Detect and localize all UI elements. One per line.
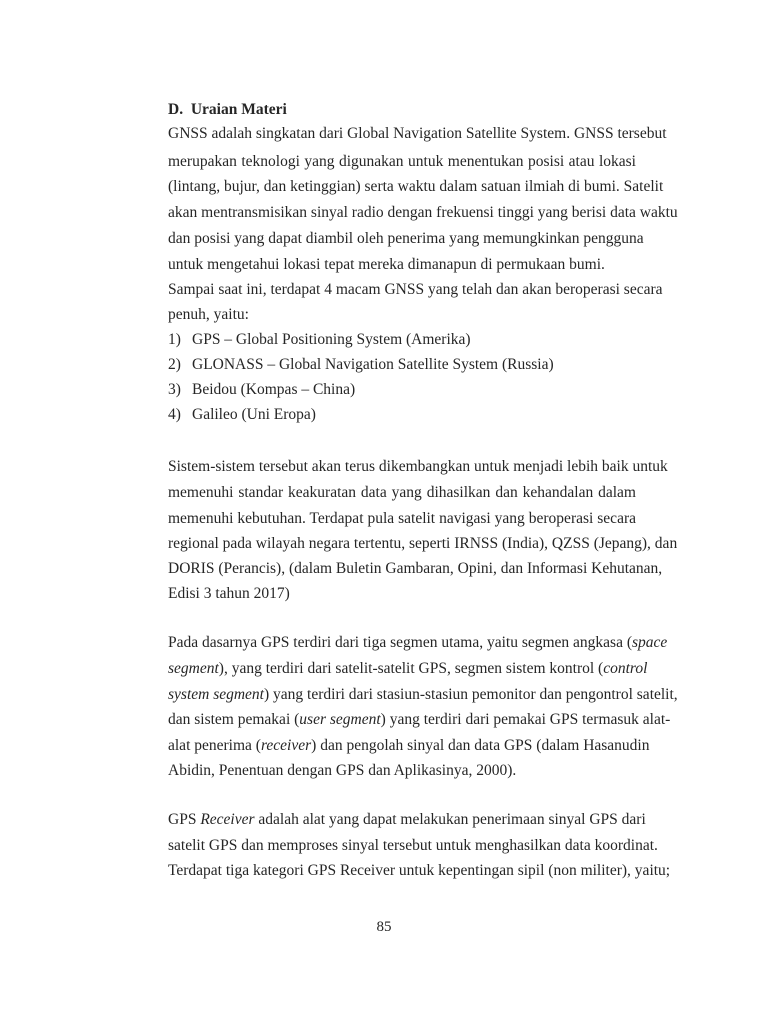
paragraph-line: Sistem-sistem tersebut akan terus dikembangkan untuk menjadi lebih baik untuk xyxy=(168,458,668,475)
paragraph-line: satelit GPS dan memproses sinyal tersebut untuk menghasilkan data koordinat. xyxy=(168,837,658,854)
paragraph-line: Terdapat tiga kategori GPS Receiver untuk kepentingan sipil (non militer), yaitu; xyxy=(168,862,671,879)
paragraph-line: (lintang, bujur, dan ketinggian) serta waktu dalam satuan ilmiah di bumi. Satelit xyxy=(168,178,664,195)
paragraph-line: alat penerima (receiver) dan pengolah sinyal dan data GPS (dalam Hasanudin xyxy=(168,737,650,754)
paragraph-line: untuk mengetahui lokasi tepat mereka dimanapun di permukaan bumi. xyxy=(168,256,605,273)
paragraph-line: Sampai saat ini, terdapat 4 macam GNSS yang telah dan akan beroperasi secara xyxy=(168,281,663,298)
list-item: 2) GLONASS – Global Navigation Satellite System (Russia) xyxy=(168,356,554,373)
paragraph-line: memenuhi kebutuhan. Terdapat pula satelit navigasi yang beroperasi secara xyxy=(168,510,636,527)
paragraph-line: GPS Receiver adalah alat yang dapat melakukan penerimaan sinyal GPS dari xyxy=(168,811,646,828)
paragraph-line: merupakan teknologi yang digunakan untuk menentukan posisi atau lokasi xyxy=(168,153,636,170)
paragraph-line: Edisi 3 tahun 2017) xyxy=(168,585,290,602)
paragraph-line: penuh, yaitu: xyxy=(168,306,249,323)
paragraph-line: dan posisi yang dapat diambil oleh penerima yang memungkinkan pengguna xyxy=(168,230,644,247)
paragraph-line: system segment) yang terdiri dari stasiun-stasiun pemonitor dan pengontrol satelit, xyxy=(168,686,678,703)
paragraph-line: segment), yang terdiri dari satelit-satelit GPS, segmen sistem kontrol (control xyxy=(168,660,648,677)
paragraph-line: regional pada wilayah negara tertentu, seperti IRNSS (India), QZSS (Jepang), dan xyxy=(168,535,678,552)
paragraph-line: DORIS (Perancis), (dalam Buletin Gambaran, Opini, dan Informasi Kehutanan, xyxy=(168,560,663,577)
paragraph-line: GNSS adalah singkatan dari Global Navigation Satellite System. GNSS tersebut xyxy=(168,125,667,142)
paragraph-line: dan sistem pemakai (user segment) yang terdiri dari pemakai GPS termasuk alat- xyxy=(168,711,671,728)
page-number: 85 xyxy=(376,919,392,935)
list-item: 4) Galileo (Uni Eropa) xyxy=(168,406,316,423)
section-heading xyxy=(168,100,636,120)
paragraph-line: Pada dasarnya GPS terdiri dari tiga segmen utama, yaitu segmen angkasa (space xyxy=(168,634,668,651)
section-title: Uraian Materi xyxy=(190,101,287,118)
paragraph-line: memenuhi standar keakuratan data yang dihasilkan dan kehandalan dalam xyxy=(168,484,636,501)
paragraph-line: Abidin, Penentuan dengan GPS dan Aplikasinya, 2000). xyxy=(168,762,517,779)
paragraph-line: akan mentransmisikan sinyal radio dengan frekuensi tinggi yang berisi data waktu xyxy=(168,204,678,221)
section-letter: D. xyxy=(168,101,184,118)
list-item: 1) GPS – Global Positioning System (Amerika) xyxy=(168,331,471,348)
list-item: 3) Beidou (Kompas – China) xyxy=(168,381,356,398)
